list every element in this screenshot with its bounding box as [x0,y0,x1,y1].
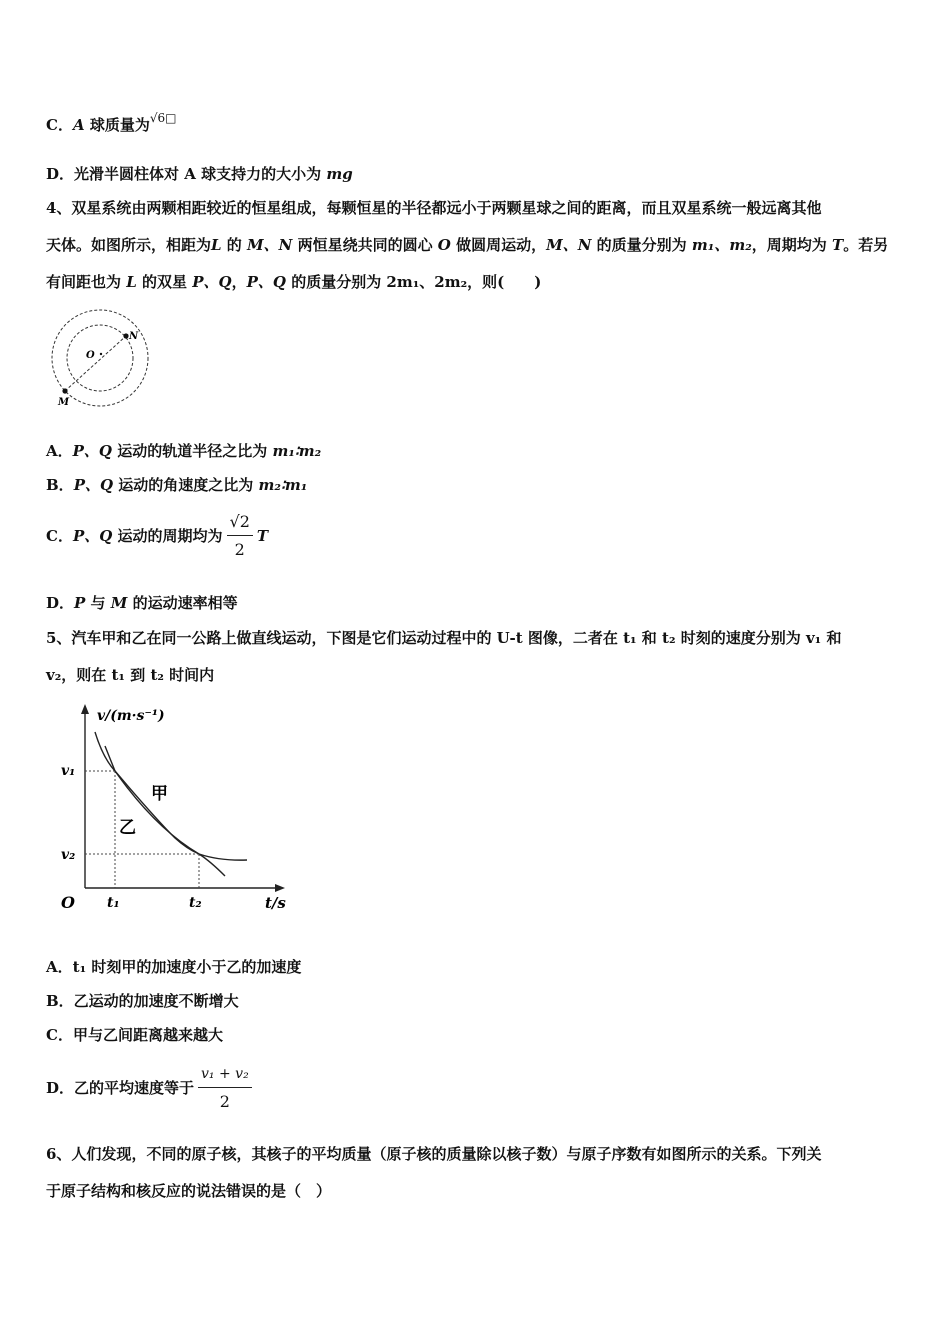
y-axis-arrow [81,704,89,714]
label-m: M [58,397,70,408]
t2-label: t₂ [189,895,202,911]
y-axis-label: v/(m·s⁻¹) [97,708,165,724]
x-axis-label: t/s [265,894,286,912]
q4-option-a: A．P、Q 运动的轨道半径之比为 m₁∶m₂ [46,442,322,460]
center-o [100,353,102,355]
t1-label: t₁ [107,895,120,911]
q5-stem-line2: v₂，则在 t₁ 到 t₂ 时间内 [46,666,215,684]
velocity-time-graph [55,698,305,918]
star-n [123,333,128,338]
connecting-line [65,336,126,391]
label-n: N [129,331,139,342]
q5-option-c: C．甲与乙间距离越来越大 [46,1026,223,1044]
inner-orbit [67,325,133,391]
q4-option-c: C．P、Q 运动的周期均为 $\frac{√2}{2}$ T [46,510,268,562]
q5-option-a: A．t₁ 时刻甲的加速度小于乙的加速度 [46,958,302,976]
q5-option-d: D．乙的平均速度等于 $\frac{\text{v₁ + v₂}}{2}$ [46,1062,256,1114]
label-jia: 甲 [151,784,168,804]
curve-yi [95,732,247,860]
star-m [62,388,67,393]
q6-stem-line2: 于原子结构和核反应的说法错误的是（ ） [46,1182,332,1200]
fraction-average-velocity: $\frac{\text{v₁ + v₂}}{2}$ [198,1062,252,1114]
q4-stem-line3: 有间距也为 L 的双星 P、Q，P、Q 的质量分别为 2m₁、2m₂，则( ) [46,273,542,291]
q6-stem-line1: 6、人们发现，不同的原子核，其核子的平均质量（原子核的质量除以核子数）与原子序数有如图所示的关系。下列关 [46,1145,822,1163]
q4-option-b: B．P、Q 运动的角速度之比为 m₂∶m₁ [46,476,308,494]
q4-stem-line2: 天体。如图所示，相距为L 的 M、N 两恒星绕共同的圆心 O 做圆周运动，M、N 的质量分别为 m₁、m₂，周期均为 T。若另 [46,236,889,254]
origin-label: O [61,893,75,912]
q3-option-c: C．A 球质量为$^{√6□}$ [46,111,177,134]
label-yi: 乙 [119,818,136,838]
q5-option-b: B．乙运动的加速度不断增大 [46,992,239,1010]
x-axis-arrow [275,884,285,892]
q4-option-d: D．P 与 M 的运动速率相等 [46,594,238,612]
v1-label: v₁ [61,763,76,779]
q3-option-d: D．光滑半圆柱体对 A 球支持力的大小为 mg [46,165,353,183]
fraction-sqrt2-over-2: $\frac{√2}{2}$ [227,510,253,562]
q4-stem-line1: 4、双星系统由两颗相距较近的恒星组成，每颗恒星的半径都远小于两颗星球之间的距离，而且双星系统一般远离其他 [46,199,822,217]
v2-label: v₂ [61,847,76,863]
q5-stem-line1: 5、汽车甲和乙在同一公路上做直线运动，下图是它们运动过程中的 U-t 图像，二者在 t₁ 和 t₂ 时刻的速度分别为 v₁ 和 [46,629,842,647]
binary-star-diagram [48,306,158,414]
label-o: O [86,350,95,361]
